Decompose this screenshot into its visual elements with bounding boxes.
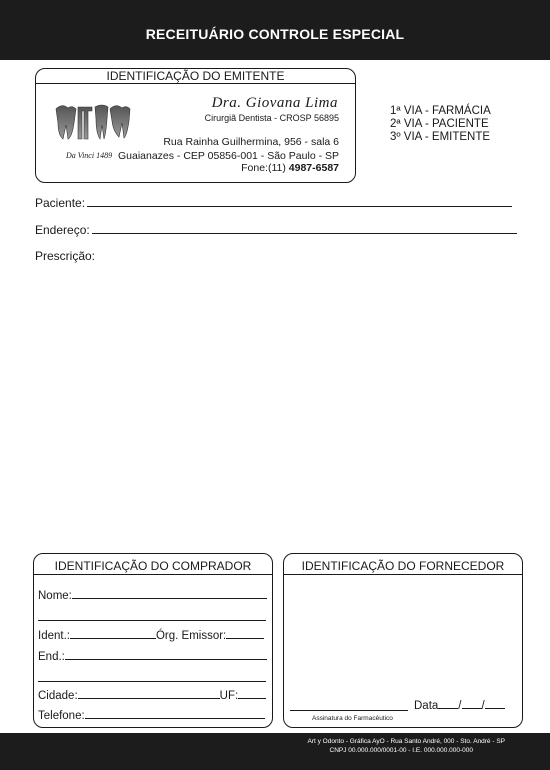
fornecedor-title: IDENTIFICAÇÃO DO FORNECEDOR	[284, 557, 522, 575]
comprador-title: IDENTIFICAÇÃO DO COMPRADOR	[34, 557, 272, 575]
form-title: RECEITUÁRIO CONTROLE ESPECIAL	[145, 26, 405, 42]
nome-label: Nome:	[38, 590, 72, 602]
end-line[interactable]	[65, 659, 267, 660]
doctor-name: Dra. Giovana Lima	[211, 95, 338, 111]
endereco-label: Endereço:	[35, 223, 90, 237]
uf-line[interactable]	[238, 698, 266, 699]
data-field[interactable]	[414, 700, 505, 712]
prescricao-field[interactable]	[35, 249, 95, 263]
assinatura-line[interactable]	[290, 710, 408, 711]
data-slash: /	[458, 700, 462, 712]
paciente-line[interactable]	[87, 206, 512, 207]
via-item: 2ª VIA - PACIENTE	[390, 118, 489, 130]
emitente-title: IDENTIFICAÇÃO DO EMITENTE	[36, 69, 355, 84]
emitente-box	[35, 68, 356, 183]
assinatura-label: Assinatura do Farmacêutico	[312, 715, 393, 722]
data-month-line[interactable]	[462, 708, 482, 709]
nome-line[interactable]	[72, 598, 267, 599]
end-label: End.:	[38, 651, 65, 663]
paciente-label: Paciente:	[35, 196, 86, 210]
end-extra-line[interactable]	[38, 681, 266, 682]
uf-label: UF:	[219, 690, 239, 702]
header-bar	[0, 0, 550, 60]
footer-bar	[0, 733, 550, 770]
orgao-label: Órg. Emissor:	[155, 630, 227, 642]
endereco-field[interactable]	[35, 223, 517, 237]
phone	[241, 162, 339, 174]
cidade-label: Cidade:	[38, 690, 78, 702]
telefone-label: Telefone:	[38, 710, 85, 722]
cidade-field[interactable]	[38, 690, 266, 702]
ident-line[interactable]	[70, 638, 156, 639]
phone-label: Fone:(11)	[241, 162, 286, 174]
ident-label: Ident.:	[38, 630, 70, 642]
doctor-cro: Cirurgiã Dentista - CROSP 56895	[204, 113, 339, 123]
fornecedor-box	[283, 553, 523, 728]
footer-line1: Art y Odonto - Gráfica AyO - Rua Santo André, 000 - Sto. André - SP	[307, 738, 505, 745]
data-label: Data	[414, 700, 439, 712]
telefone-line[interactable]	[85, 718, 265, 719]
data-day-line[interactable]	[438, 708, 458, 709]
end-field[interactable]	[38, 651, 267, 663]
phone-number: 4987-6587	[288, 162, 339, 174]
data-year-line[interactable]	[485, 708, 505, 709]
telefone-field[interactable]	[38, 710, 265, 722]
nome-field[interactable]	[38, 590, 267, 602]
nome-extra-line[interactable]	[38, 620, 266, 621]
cidade-line[interactable]	[78, 698, 220, 699]
ident-field[interactable]	[38, 630, 264, 642]
via-item: 3º VIA - EMITENTE	[390, 131, 491, 143]
address-line2: Guaianazes - CEP 05856-001 - São Paulo - SP	[117, 150, 339, 162]
footer-line2: CNPJ 00.000.000/0001-00 - I.E. 000.000.000-000	[329, 747, 473, 754]
endereco-line[interactable]	[92, 233, 517, 234]
paciente-field[interactable]	[35, 196, 512, 210]
via-item: 1ª VIA - FARMÁCIA	[390, 105, 491, 117]
orgao-line[interactable]	[226, 638, 264, 639]
address-line1: Rua Rainha Guilhermina, 956 - sala 6	[163, 136, 339, 148]
data-slash: /	[481, 700, 485, 712]
comprador-box	[33, 553, 273, 728]
teeth-logo-icon	[52, 103, 136, 143]
logo-caption: Da Vinci 1489	[66, 151, 113, 160]
prescricao-label: Prescrição:	[35, 249, 96, 263]
via-list	[390, 105, 491, 144]
